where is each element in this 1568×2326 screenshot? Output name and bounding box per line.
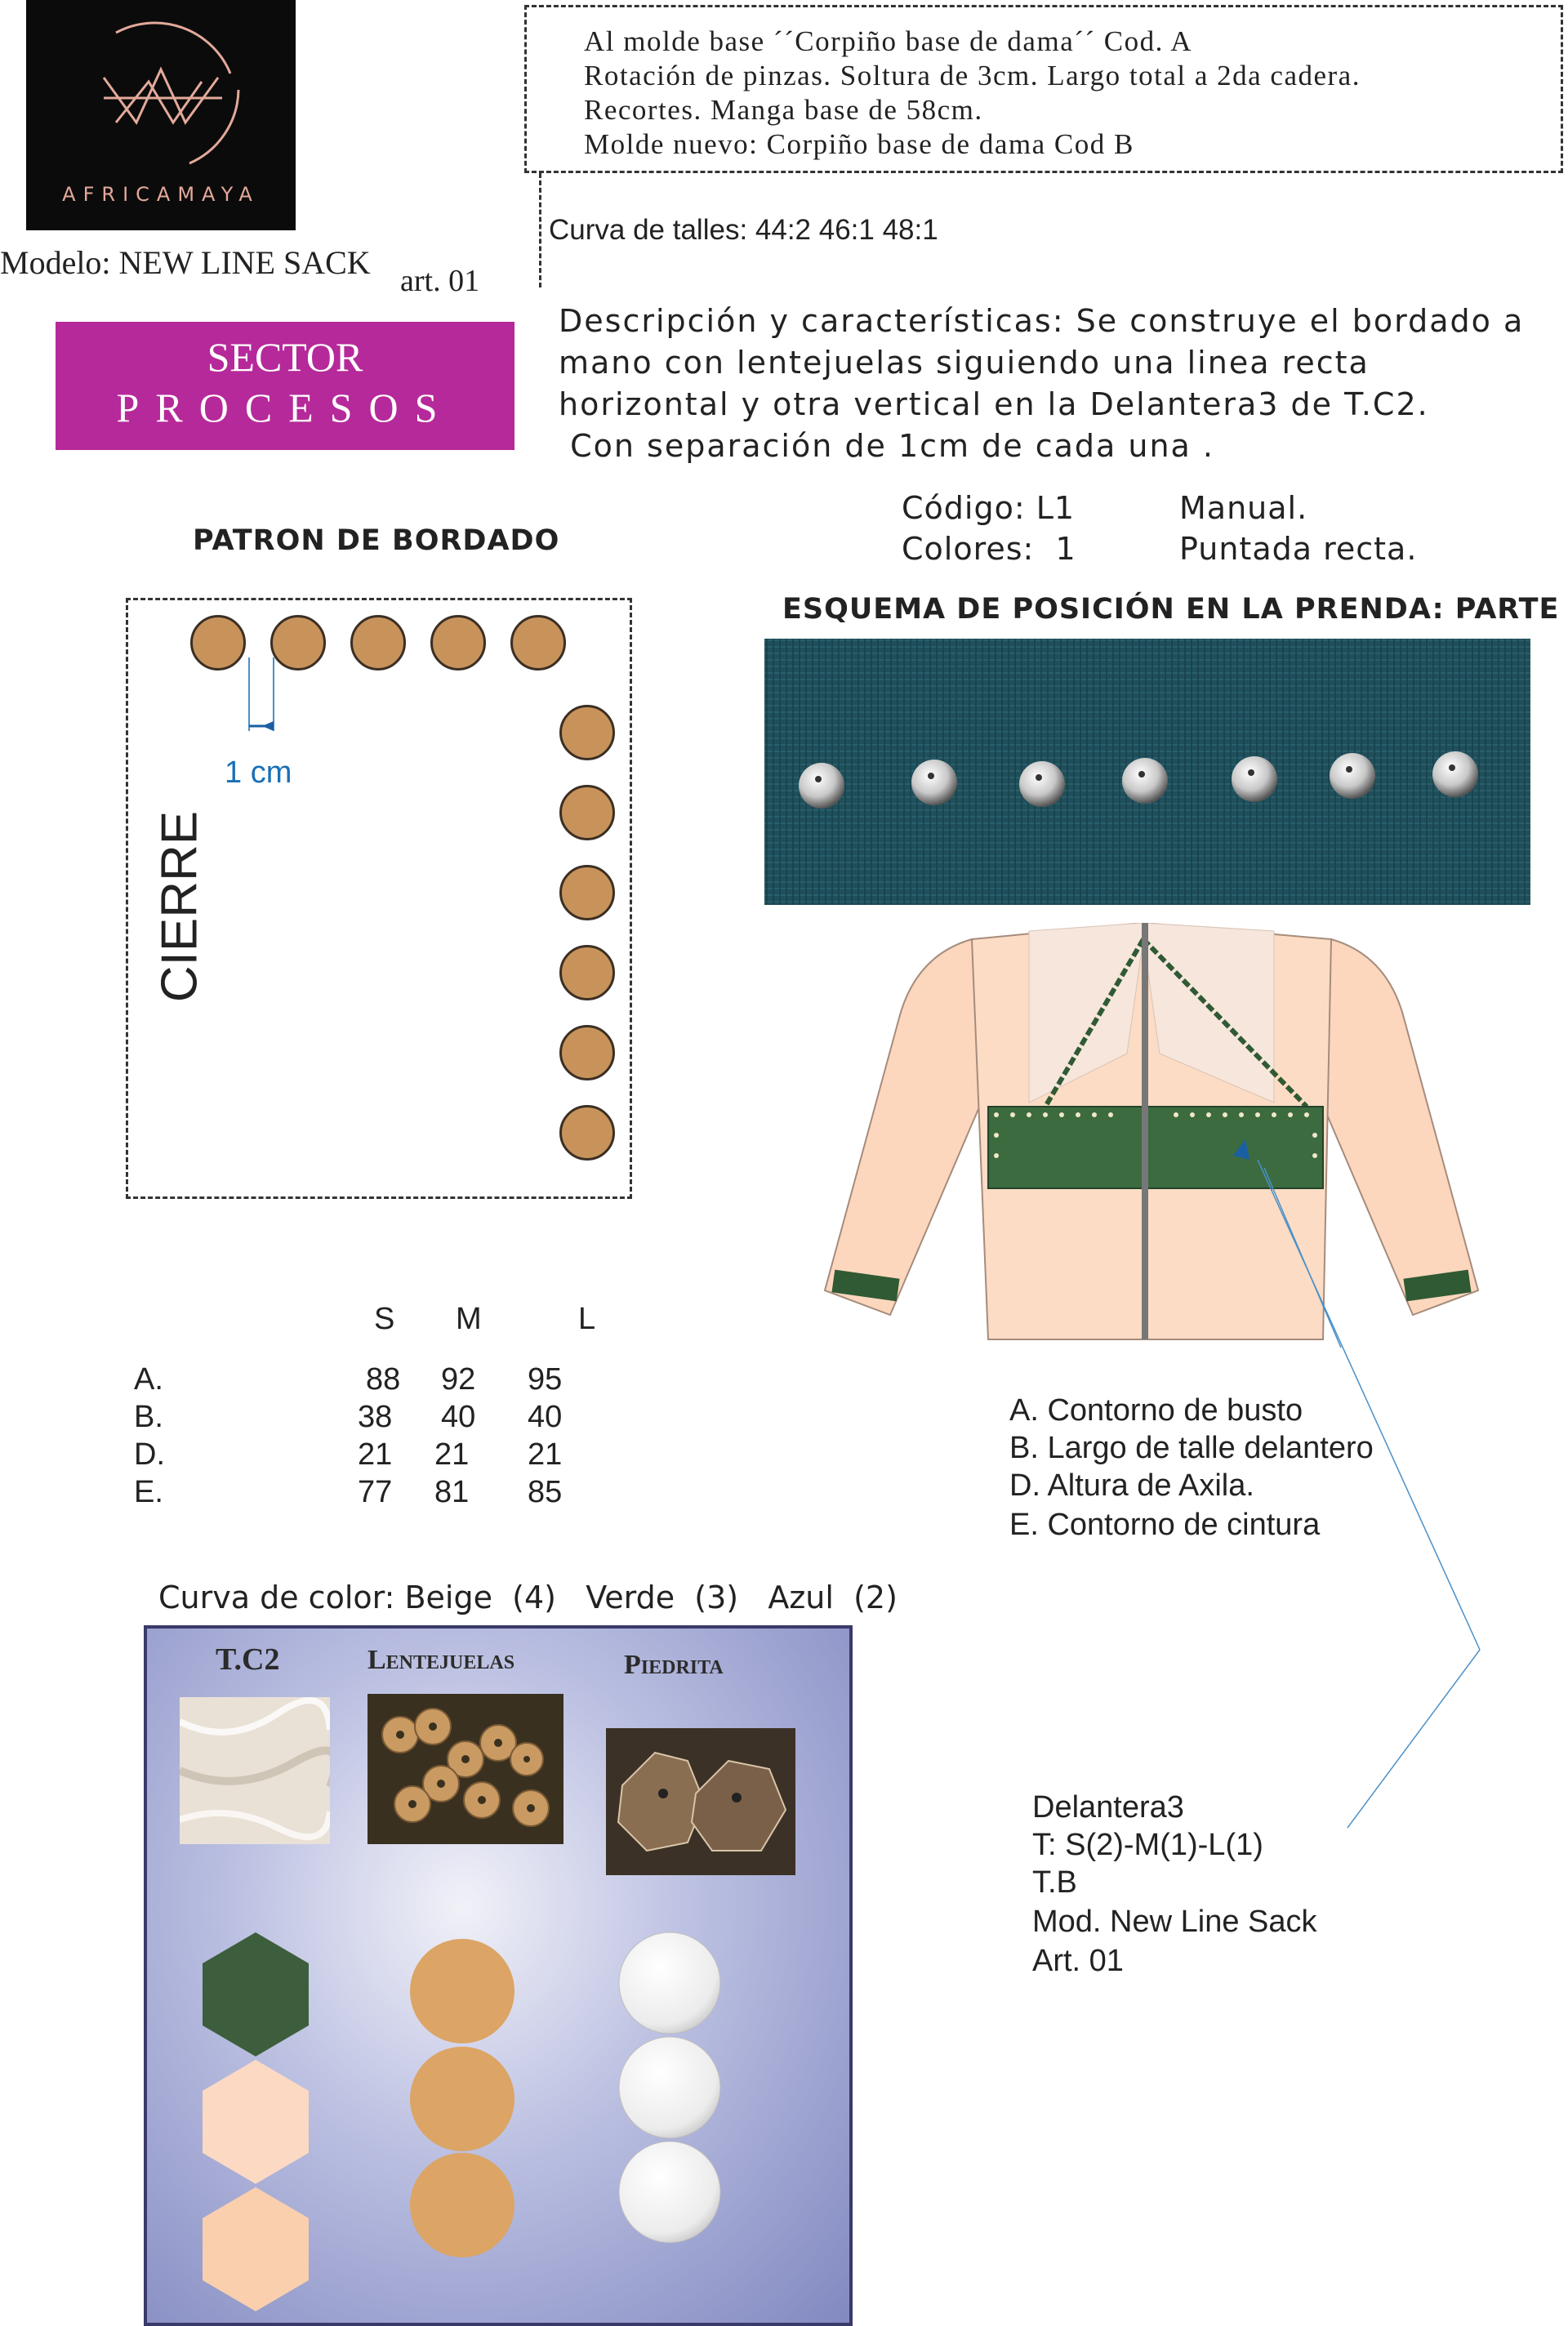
cell: 85 <box>528 1475 563 1509</box>
label-line: Art. 01 <box>1032 1944 1124 1978</box>
legend-item: B. Largo de talle delantero <box>1009 1431 1374 1465</box>
cell: 81 <box>434 1475 470 1509</box>
size-header-l: L <box>578 1302 596 1336</box>
cell: 21 <box>358 1437 393 1472</box>
technique: Manual. <box>1179 490 1308 526</box>
cell: 21 <box>434 1437 470 1472</box>
description-line: Descripción y características: Se construye el bordado a <box>559 303 1525 339</box>
tc2-fabric-image <box>180 1697 330 1844</box>
article-label: art. 01 <box>400 264 480 298</box>
row-label: A. <box>134 1362 163 1397</box>
cell: 40 <box>528 1400 563 1434</box>
sequin-dot <box>510 615 566 671</box>
row-label: B. <box>134 1400 163 1434</box>
size-header-m: M <box>456 1302 482 1336</box>
legend-item: A. Contorno de busto <box>1009 1393 1303 1428</box>
cell: 95 <box>528 1362 563 1397</box>
left-sleeve <box>825 939 988 1315</box>
cell: 38 <box>358 1400 393 1434</box>
legend-item: D. Altura de Axila. <box>1009 1468 1254 1503</box>
model-label: Modelo: NEW LINE SACK <box>0 244 371 281</box>
logo-mark-icon <box>26 0 296 188</box>
swatch-tan <box>203 2187 309 2311</box>
description-line: horizontal y otra vertical en la Delantera3 de T.C2. <box>559 386 1429 422</box>
swatch-sequin <box>410 2153 514 2257</box>
molde-line: Recortes. Manga base de 58cm. <box>584 94 983 126</box>
swatch-stone <box>619 1932 720 2034</box>
row-label: D. <box>134 1437 165 1472</box>
swatch-stone <box>619 2037 720 2138</box>
tc2-color-swatches <box>194 1929 317 2321</box>
molde-notes-box <box>524 5 1563 173</box>
pointer-line-icon <box>1225 1160 1503 1846</box>
sequin-dot <box>559 1025 615 1081</box>
color-curve <box>158 1580 898 1615</box>
material-name: T.C2 <box>216 1642 280 1677</box>
color-curve-label: Curva de color: <box>158 1580 395 1615</box>
label-line: T.B <box>1032 1865 1077 1900</box>
material-name: Lentejuelas <box>368 1645 515 1675</box>
swatch-stone <box>619 2141 720 2243</box>
molde-line: Molde nuevo: Corpiño base de dama Cod B <box>584 128 1134 160</box>
cell: 88 <box>366 1362 401 1397</box>
label-line: Delantera3 <box>1032 1790 1184 1825</box>
fabric-texture-image <box>764 639 1530 905</box>
sequin-dot <box>430 615 486 671</box>
swatch-beige <box>203 2060 309 2184</box>
stone-image <box>606 1728 795 1875</box>
color-curve-item: Azul (2) <box>768 1580 898 1615</box>
position-title: ESQUEMA DE POSICIÓN EN LA PRENDA: PARTE <box>782 593 1560 626</box>
dimension-label: 1 cm <box>225 755 292 790</box>
cell: 77 <box>358 1475 393 1509</box>
sequin-dot <box>559 865 615 920</box>
description <box>559 301 1563 467</box>
molde-line: Al molde base ´´Corpiño base de dama´´ Cod. A <box>584 25 1192 57</box>
label-line: Mod. New Line Sack <box>1032 1905 1317 1939</box>
cell: 40 <box>441 1400 476 1434</box>
sequin-image <box>368 1694 564 1844</box>
codigo: Código: L1 <box>902 490 1076 526</box>
sequin-dot <box>350 615 406 671</box>
label-line: T: S(2)-M(1)-L(1) <box>1032 1828 1263 1862</box>
sequin-dot <box>559 785 615 840</box>
sequin-dot <box>559 945 615 1000</box>
zipper-label <box>74 800 286 1013</box>
fabric-photo <box>764 639 1530 905</box>
description-line: mano con lentejuelas siguiendo una linea recta <box>559 345 1370 381</box>
size-curve: Curva de talles: 44:2 46:1 48:1 <box>549 214 938 246</box>
cell: 92 <box>441 1362 476 1397</box>
sequin-dot <box>190 615 246 671</box>
stitch: Puntada recta. <box>1179 531 1418 567</box>
sequin-dot <box>559 1105 615 1161</box>
legend-item: E. Contorno de cintura <box>1009 1508 1321 1542</box>
sector-subtitle: PROCESOS <box>116 385 454 430</box>
sequin-dot <box>559 705 615 760</box>
size-header-s: S <box>374 1302 395 1336</box>
sector-badge <box>56 322 514 450</box>
sector-title: SECTOR <box>207 334 363 380</box>
cell: 21 <box>528 1437 563 1472</box>
description-line: Con separación de 1cm de cada una . <box>559 428 1214 464</box>
brand-name: AFRICAMAYA <box>62 183 260 206</box>
sequin-color-swatches <box>407 1939 521 2298</box>
stone-color-swatches <box>614 1931 728 2282</box>
material-name: Piedrita <box>624 1650 724 1680</box>
row-label: E. <box>134 1475 163 1509</box>
dimension-arrow-icon <box>243 657 292 764</box>
zipper-text: CIERRE <box>151 810 208 1003</box>
divider <box>539 173 541 287</box>
swatch-sequin <box>410 2047 514 2151</box>
molde-line: Rotación de pinzas. Soltura de 3cm. Largo total a 2da cadera. <box>584 60 1361 91</box>
color-curve-item: Verde (3) <box>586 1580 739 1615</box>
colores: Colores: 1 <box>902 531 1076 567</box>
materials-panel <box>144 1625 853 2326</box>
brand-logo <box>26 0 296 230</box>
pattern-title: PATRON DE BORDADO <box>193 524 560 557</box>
swatch-green <box>203 1932 309 2056</box>
swatch-sequin <box>410 1939 514 2043</box>
color-curve-item: Beige (4) <box>404 1580 556 1615</box>
